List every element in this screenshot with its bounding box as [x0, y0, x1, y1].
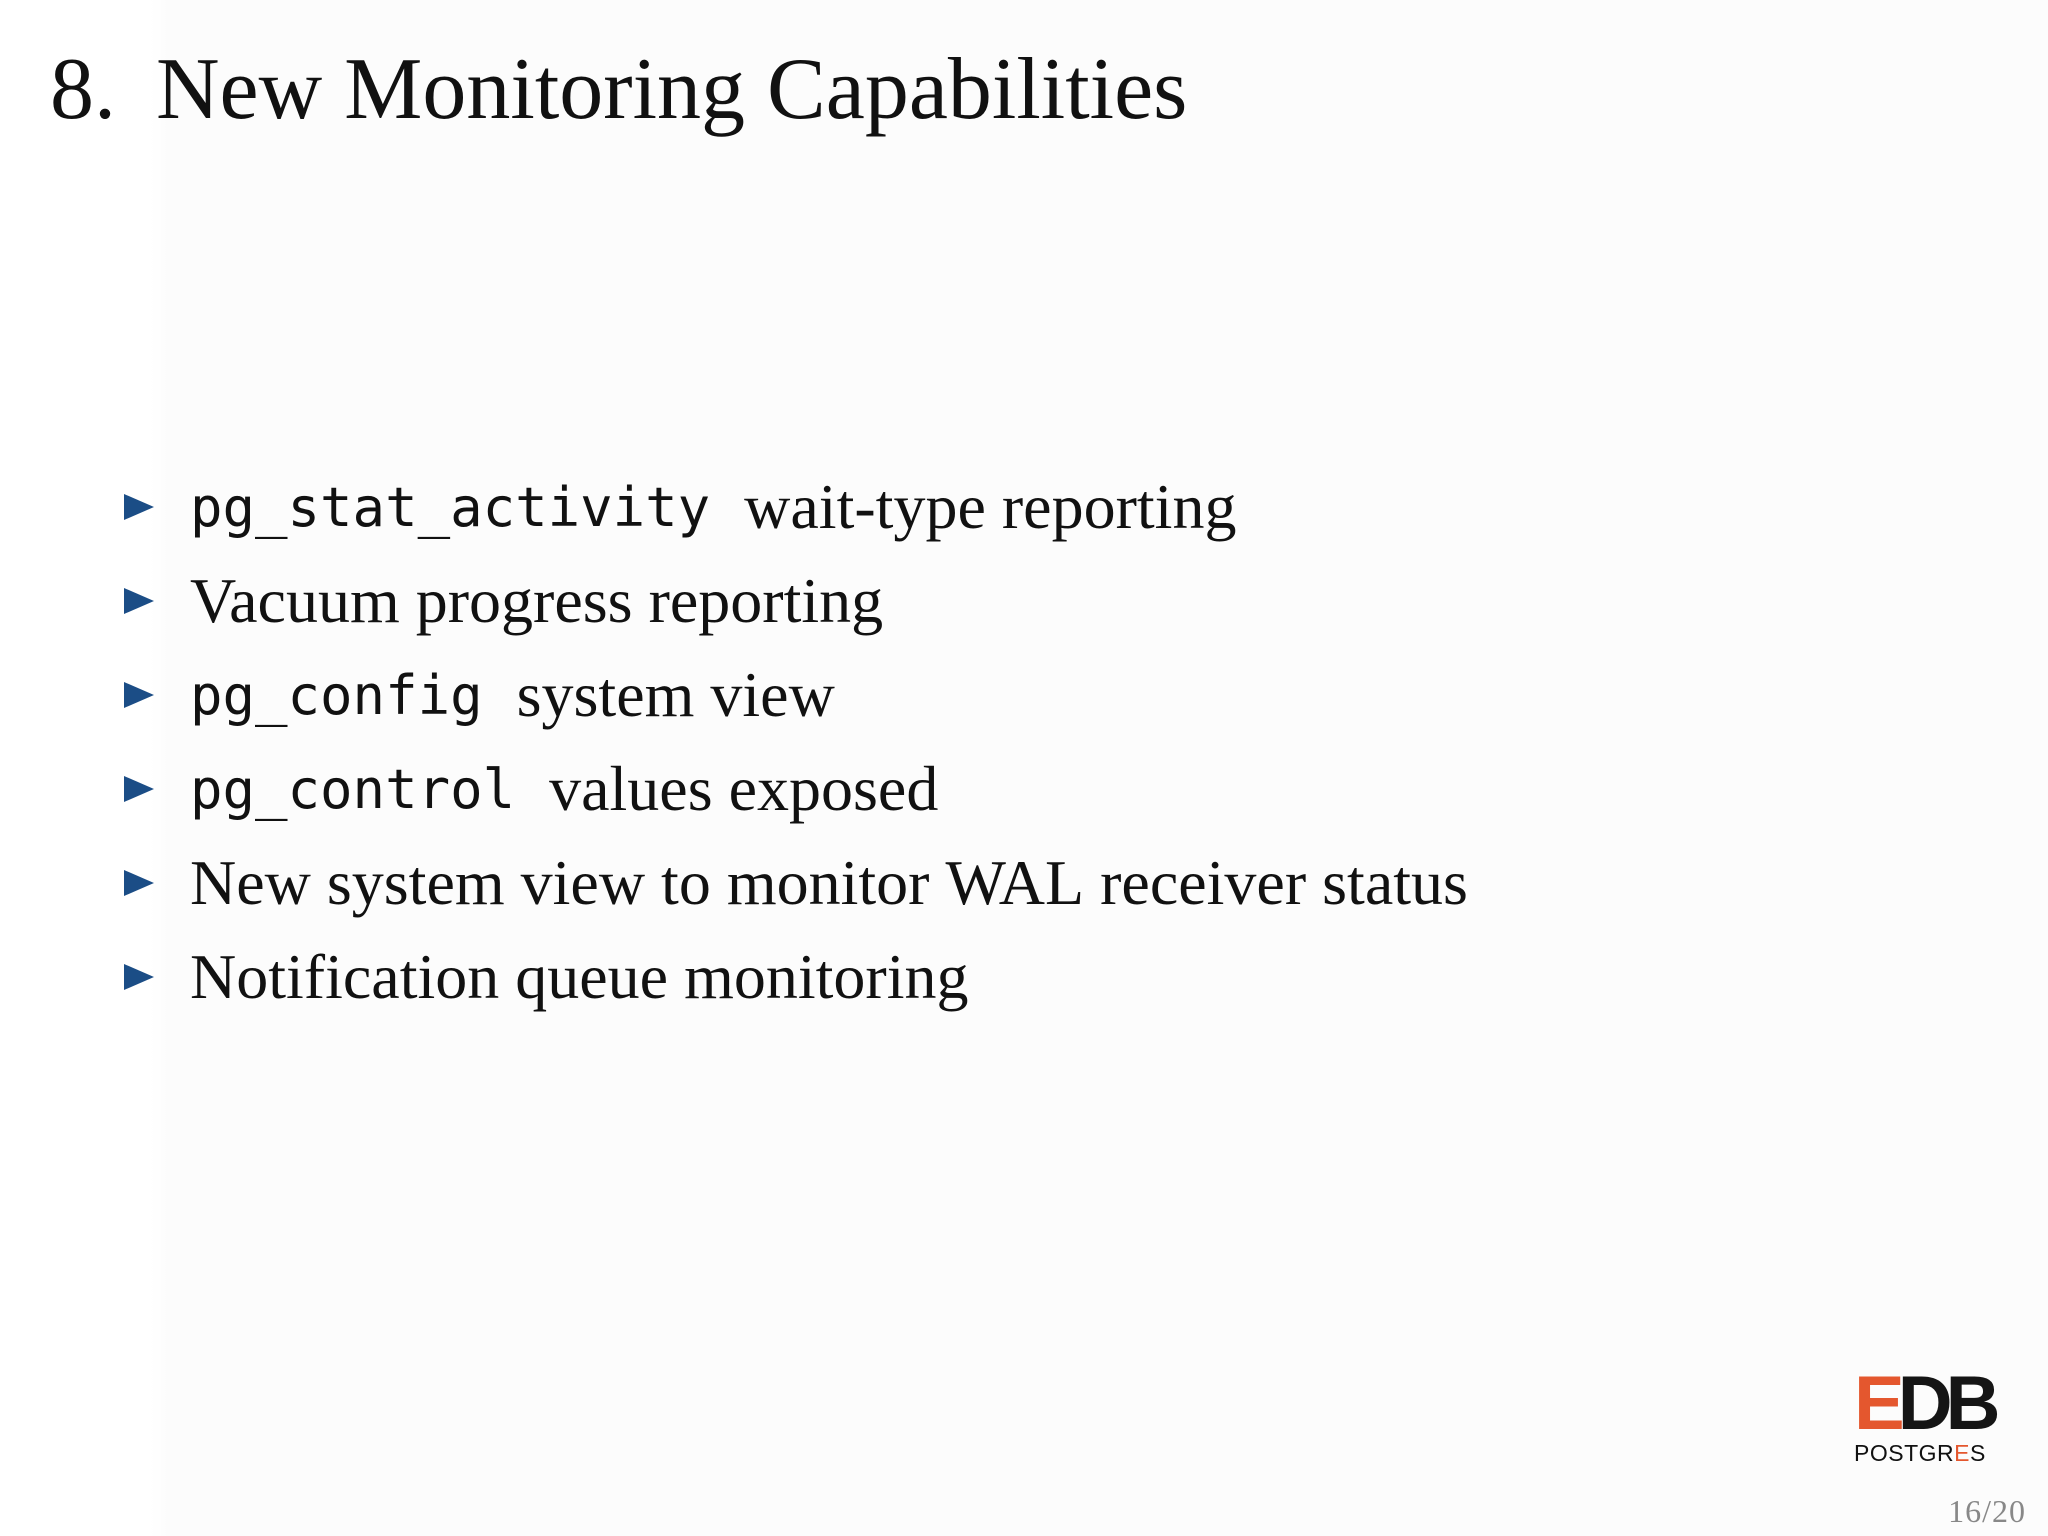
bullet-text-before: New system view to monitor [190, 847, 946, 918]
bullet-item [124, 554, 1468, 648]
bullet-text: wait-type reporting [744, 471, 1237, 542]
bullet-arrow-icon [124, 494, 154, 520]
logo-sub-before: POSTGR [1854, 1440, 1955, 1466]
slide-title [50, 40, 1187, 140]
bullet-text-after: receiver status [1084, 847, 1468, 918]
bullet-arrow-icon [124, 682, 154, 708]
slide-title-text: New Monitoring Capabilities [156, 41, 1188, 138]
bullet-text [190, 846, 1468, 920]
bullet-code: pg_control [190, 757, 516, 821]
bullet-arrow-icon [124, 870, 154, 896]
bullet-item [124, 930, 1468, 1024]
bullet-item [124, 648, 1468, 742]
page-number: 16/20 [1948, 1493, 2026, 1529]
logo-mark-e: E [1854, 1361, 1898, 1446]
bullet-arrow-icon [124, 588, 154, 614]
logo-mark [1854, 1361, 2004, 1446]
logo-mark-db: DB [1897, 1361, 1994, 1446]
logo-subtitle [1854, 1440, 2004, 1467]
logo-sub-accent: E [1954, 1440, 1970, 1466]
bullet-arrow-icon [124, 964, 154, 990]
bullet-code: pg_stat_activity [190, 475, 711, 539]
logo-sub-after: S [1969, 1440, 1986, 1466]
slide-number: 8. [50, 41, 116, 138]
bullet-text: values exposed [549, 753, 939, 824]
edb-postgres-logo [1854, 1361, 2004, 1468]
bullet-text-smallcaps: WAL [945, 847, 1085, 918]
bullet-item [124, 460, 1468, 554]
bullet-item [124, 836, 1468, 930]
bullet-arrow-icon [124, 776, 154, 802]
bullet-list [124, 460, 1468, 1024]
bullet-item [124, 742, 1468, 836]
bullet-code: pg_config [190, 663, 483, 727]
bullet-text: Notification queue monitoring [190, 941, 969, 1012]
bullet-text: Vacuum progress reporting [190, 565, 884, 636]
bullet-text: system view [516, 659, 835, 730]
